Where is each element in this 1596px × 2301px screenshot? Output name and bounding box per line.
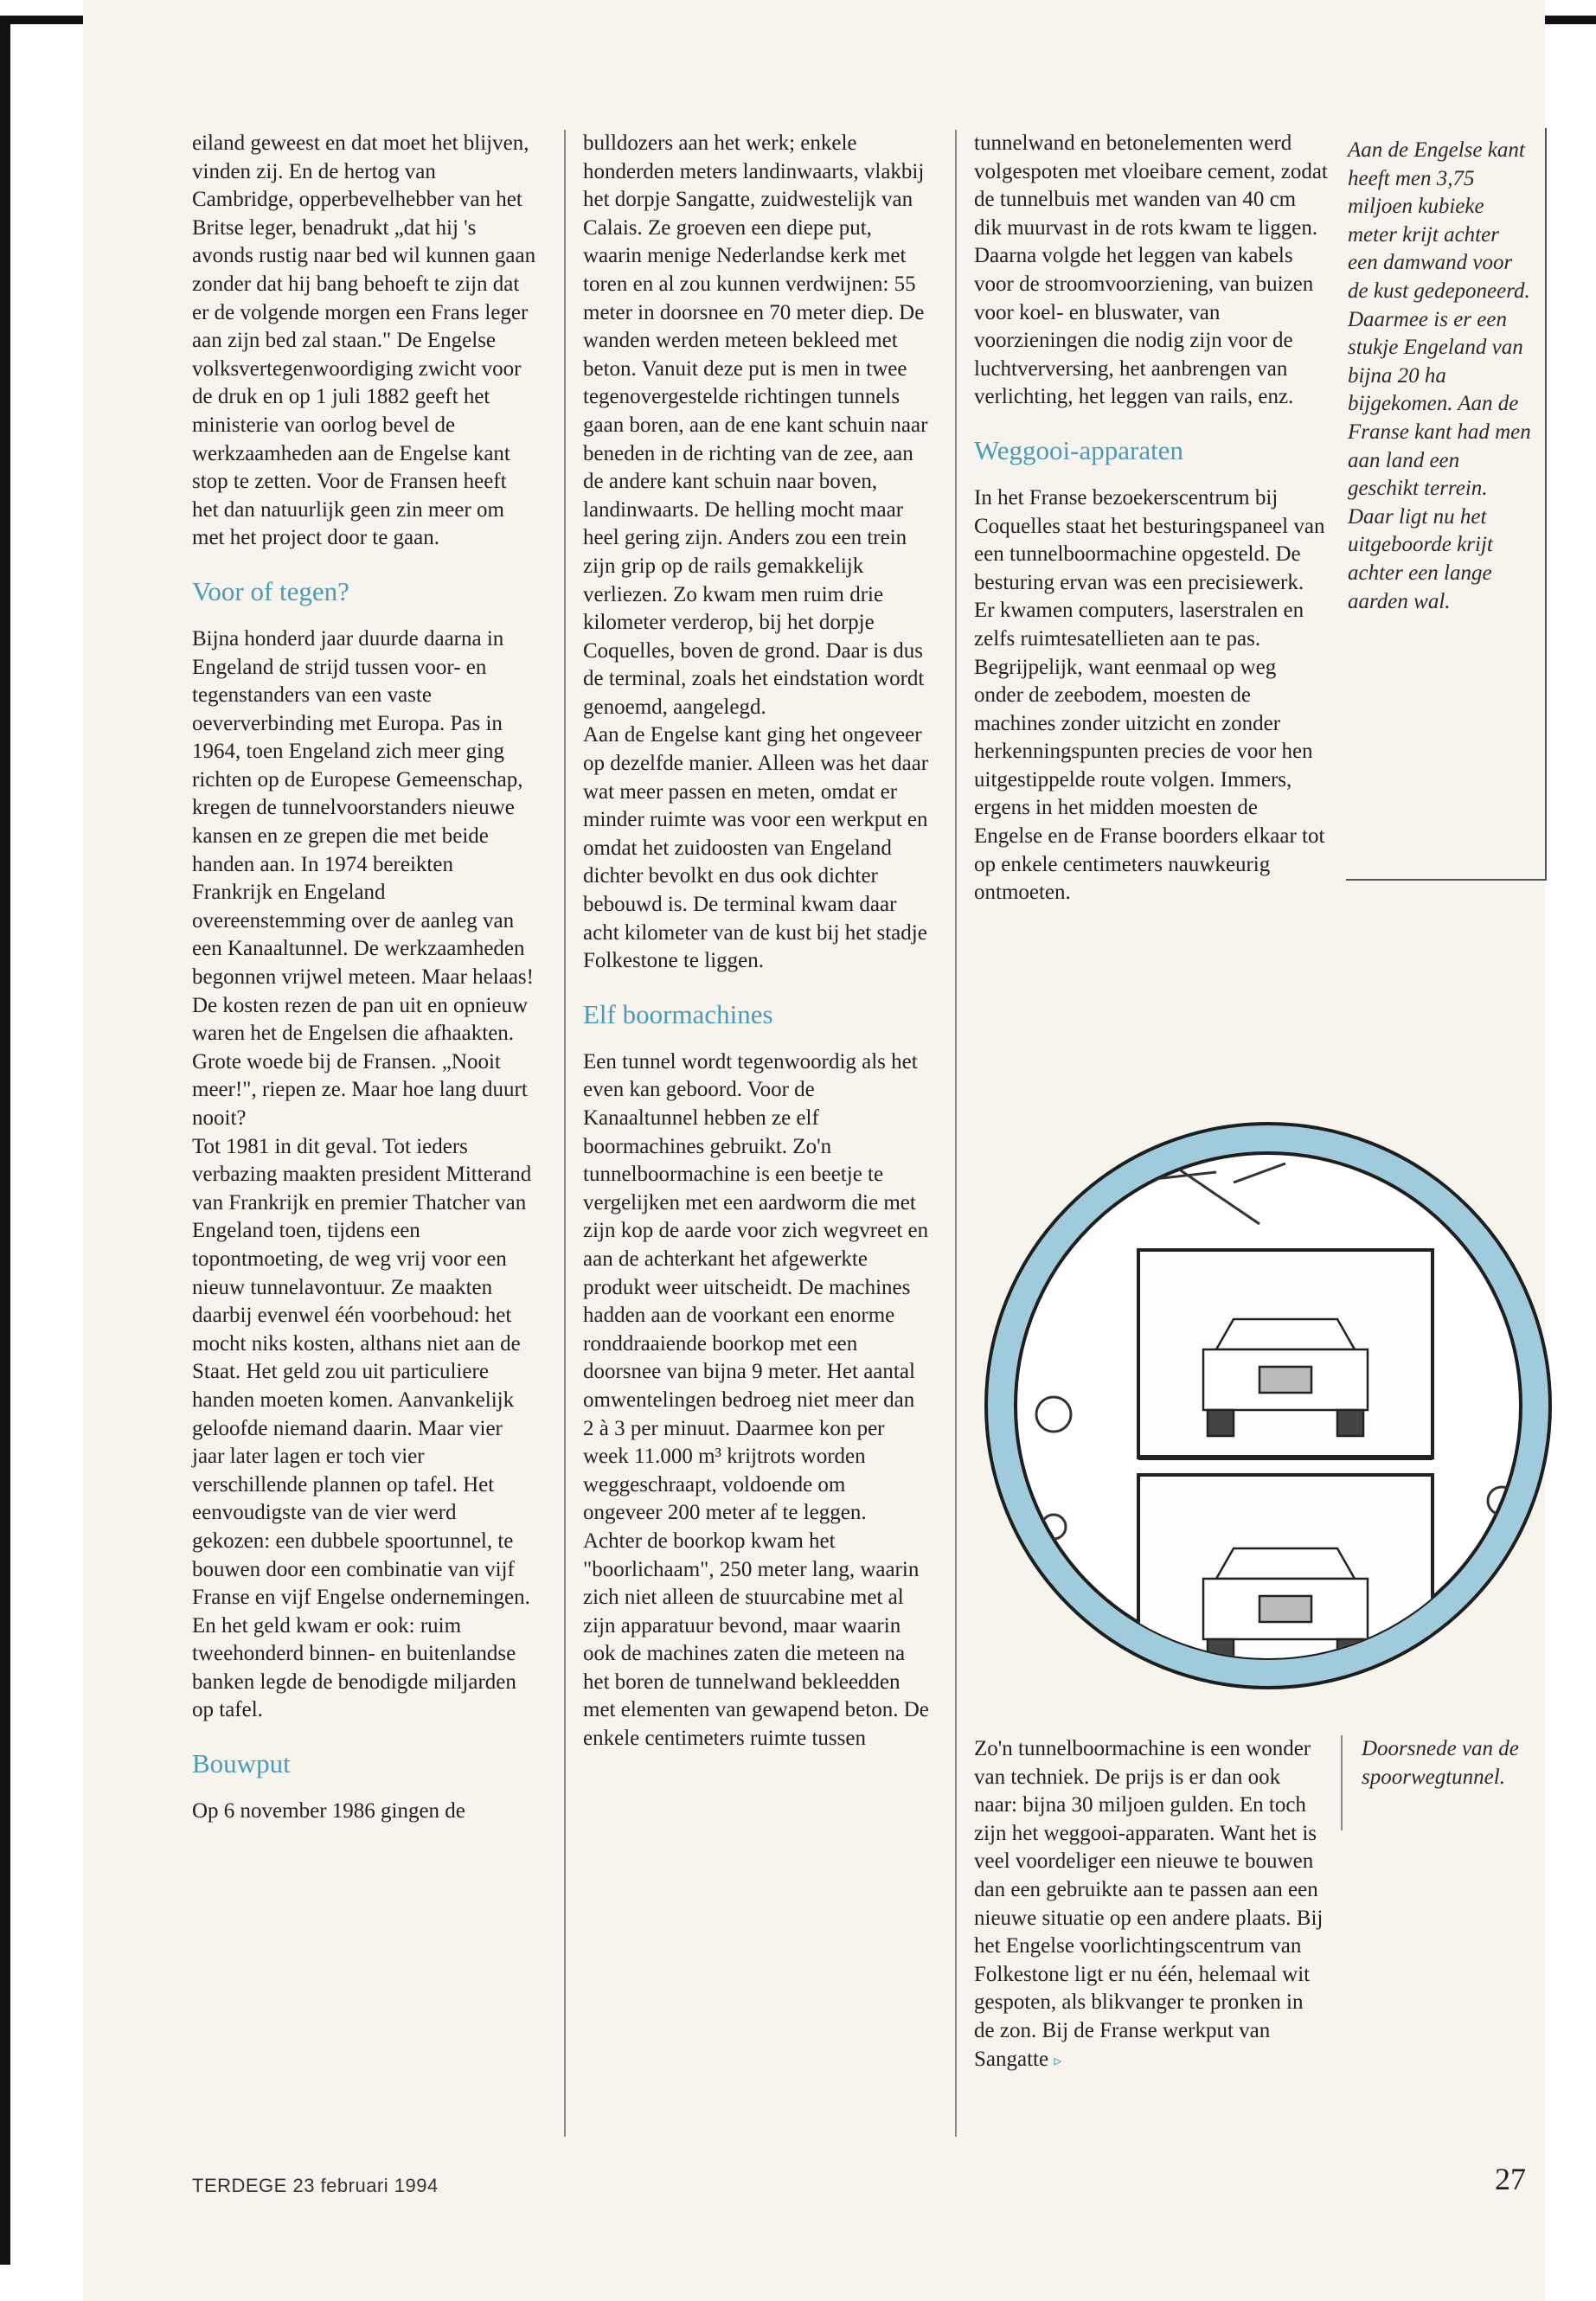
elf-boormachines-paragraph: Een tunnel wordt tegenwoordig als het even kan geboord. Voor de Kanaaltunnel hebben ze elf boormachines gebruikt. Zo'n tunnelboormachine is een beetje te vergelijken met een aardworm die met zijn kop de aarde voor zich wegvreet en aan de achterkant het afgewerkte produkt weer uitscheidt. De machines hadden aan de voorkant een enorme ronddraaiende boorkop met een doorsnee van bijna 9 meter. Het aantal omwentelingen bedroeg niet meer dan 2 à 3 per minuut. Daarmee kon per week 11.000 m³ krijtrots worden weggeschraapt, voldoende om ongeveer 200 meter af te leggen. [583, 1049, 929, 1525]
weggooi-paragraph: In het Franse bezoekerscentrum bij Coquelles staat het besturingspaneel van een tunnelboormachine opgesteld. De besturing ervan was een precisiewerk. Er kwamen computers, laserstralen en zelfs ruimtesatellieten aan te pas. Begrijpelijk, want eenmaal op weg onder de zeebodem, moesten de machines zonder uitzicht en zonder herkenningspunten precies de voor hen uitgestippelde route volgen. Immers, ergens in het midden moesten de Engelse en de Franse boorders elkaar tot op enkele centimeters nauwkeurig ontmoeten. [974, 485, 1325, 905]
caption-divider [1341, 1735, 1343, 1830]
left-border-rule [0, 16, 10, 2265]
column3-bottom-text [974, 1735, 1329, 2074]
column-divider-2 [955, 130, 957, 2137]
column3-bottom-paragraph: Zo'n tunnelboormachine is een wonder van techniek. De prijs is er dan ook naar: bijna 30 miljoen gulden. En toch zijn het weggooi-apparaten. Want het is veel voordeliger een nieuwe te bouwen dan een gebruikte aan te passen aan een nieuwe situatie op een andere plaats. Bij het Engelse voorlichtingscentrum van Folkestone ligt er nu één, helemaal wit gespoten, als blikvanger te pronken in de zon. Bij de Franse werkput van Sangatte [974, 1737, 1324, 2071]
column-divider-1 [564, 130, 566, 2137]
illustration-caption: Doorsnede van de spoorwegtunnel. [1362, 1737, 1519, 1789]
pull-quote: Aan de Engelse kant heeft men 3,75 miljoen kubieke meter krijt achter een damwand voor de kust gedeponeerd. Daarmee is er een stukje Engeland van bijna 20 ha bijgekomen. Aan de Franse kant had men aan land een geschikt terrein. Daar ligt nu het uitgeboorde krijt achter een lange aarden wal. [1348, 138, 1531, 613]
walkway-left [1009, 1672, 1147, 1734]
tot-1981-paragraph: Tot 1981 in dit geval. Tot ieders verbazing maakten president Mitterand van Frankrijk en premier Thatcher van Engeland toen, tijdens een topontmoeting, de weg vrij voor een nieuw tunnelavontuur. Ze maakten daarbij evenwel één voorbehoud: het mocht niks kosten, althans niet aan de Staat. Het geld zou uit particuliere handen moeten komen. Aanvankelijk geloofde niemand daarin. Maar vier jaar later lagen er toch vier verschillende plannen op tafel. Het eenvoudigste van de vier werd gekozen: een dubbele spoortunnel, te bouwen door een combinatie van vijf Franse en vijf Engelse ondernemingen. En het geld kwam er ook: ruim tweehonderd binnen- en buitenlandse banken legde de benodigde miljarden op tafel. [192, 1134, 532, 1722]
column3-intro-paragraph: tunnelwand en betonelementen werd volgespoten met vloeibare cement, zodat de tunnelbuis met wanden van 40 cm dik muurvast in de rots kwam te liggen. Daarna volgde het leggen van kabels voor de stroomvoorziening, van buizen voor koel- en bluswater, van voorzieningen die nodig zijn voor de luchtverversing, het aanbrengen van verlichting, het leggen van rails, enz. [974, 131, 1328, 409]
heading-weggooi-apparaten: Weggooi-apparaten [974, 434, 1183, 465]
continue-arrow-icon: ▹ [1054, 2051, 1062, 2069]
bouwput-paragraph: Op 6 november 1986 gingen de [192, 1799, 465, 1823]
boorlichaam-paragraph: Achter de boorkop kwam het "boorlichaam", 250 meter lang, waarin zich niet alleen de stuurcabine met al zijn apparatuur bevond, maar waarin ook de machines zaten die meteen na het boren de tunnelwand bekleedden met elementen van gewapend beton. De enkele centimeters ruimte tussen [583, 1529, 929, 1751]
column-3-top [974, 130, 1329, 907]
walkway-right [1424, 1672, 1562, 1734]
column1-intro-paragraph: eiland geweest en dat moet het blijven, vinden zij. En de hertog van Cambridge, opperbevelhebber van het Britse leger, benadrukt „dat hij 's avonds rustig naar bed wil kunnen gaan zonder dat hij bang behoeft te zijn dat er de volgende morgen een Frans leger aan zijn bed zal staan." De Engelse volksvertegenwoordiging zwicht voor de druk en op 1 juli 1882 geeft het ministerie van oorlog bevel de werkzaamheden aan de Engelse kant stop te zetten. Voor de Fransen heeft het dan natuurlijk geen zin meer om met het project door te gaan. [192, 131, 536, 550]
column-2 [583, 130, 929, 1753]
voor-of-tegen-paragraph: Bijna honderd jaar duurde daarna in Engeland de strijd tussen voor- en tegenstanders van een vaste oeververbinding met Europa. Pas in 1964, toen Engeland zich meer ging richten op de Europese Gemeenschap, kregen de tunnelvoorstanders nieuwe kansen en ze grepen die met beide handen aan. In 1974 bereikten Frankrijk en Engeland overeenstemming over de aanleg van een Kanaaltunnel. De werkzaamheden begonnen vrijwel meteen. Maar helaas! De kosten rezen de pan uit en opnieuw waren het de Engelsen die afhaakten. Grote woede bij de Fransen. „Nooit meer!", riepen ze. Maar hoe lang duurt nooit? [192, 626, 534, 1130]
column-3-bottom [974, 1735, 1329, 2074]
heading-voor-of-tegen: Voor of tegen? [192, 575, 349, 606]
tunnel-cross-section-illustration [974, 1112, 1580, 1734]
heading-elf-boormachines: Elf boormachines [583, 998, 773, 1029]
page-number: 27 [1495, 2162, 1526, 2196]
column-1 [192, 130, 538, 1826]
column2-intro-paragraph: bulldozers aan het werk; enkele honderden meters landinwaarts, vlakbij het dorpje Sangatte, zuidwestelijk van Calais. Ze groeven een diepe put, waarin menige Nederlandse kerk met toren en al zou kunnen verdwijnen: 55 meter in doorsnee en 70 meter diep. De wanden werden meteen bekleed met beton. Vanuit deze put is men in twee tegenovergestelde richtingen tunnels gaan boren, aan de ene kant schuin naar beneden in de richting van de zee, aan de andere kant schuin naar boven, landinwaarts. De helling mocht maar heel gering zijn. Anders zou een trein zijn grip op de rails gemakkelijk verliezen. Zo kwam men ruim drie kilometer verderop, bij het dorpje Coquelles, boven de grond. Daar is dus de terminal, zoals het eindstation wordt genoemd, aangelegd. [583, 131, 928, 719]
heading-bouwput: Bouwput [192, 1748, 291, 1779]
magazine-page [83, 0, 1545, 2301]
engelse-kant-paragraph: Aan de Engelse kant ging het ongeveer op dezelfde manier. Alleen was het daar wat meer passen en meten, omdat er minder ruimte was voor een werkput en omdat het zuidoosten van Engeland dichter bevolkt en dus ook dichter bebouwd is. De terminal kwam daar acht kilometer van de kust bij het stadje Folkestone te liggen. [583, 723, 929, 973]
footer-publication: TERDEGE 23 februari 1994 [192, 2175, 439, 2196]
